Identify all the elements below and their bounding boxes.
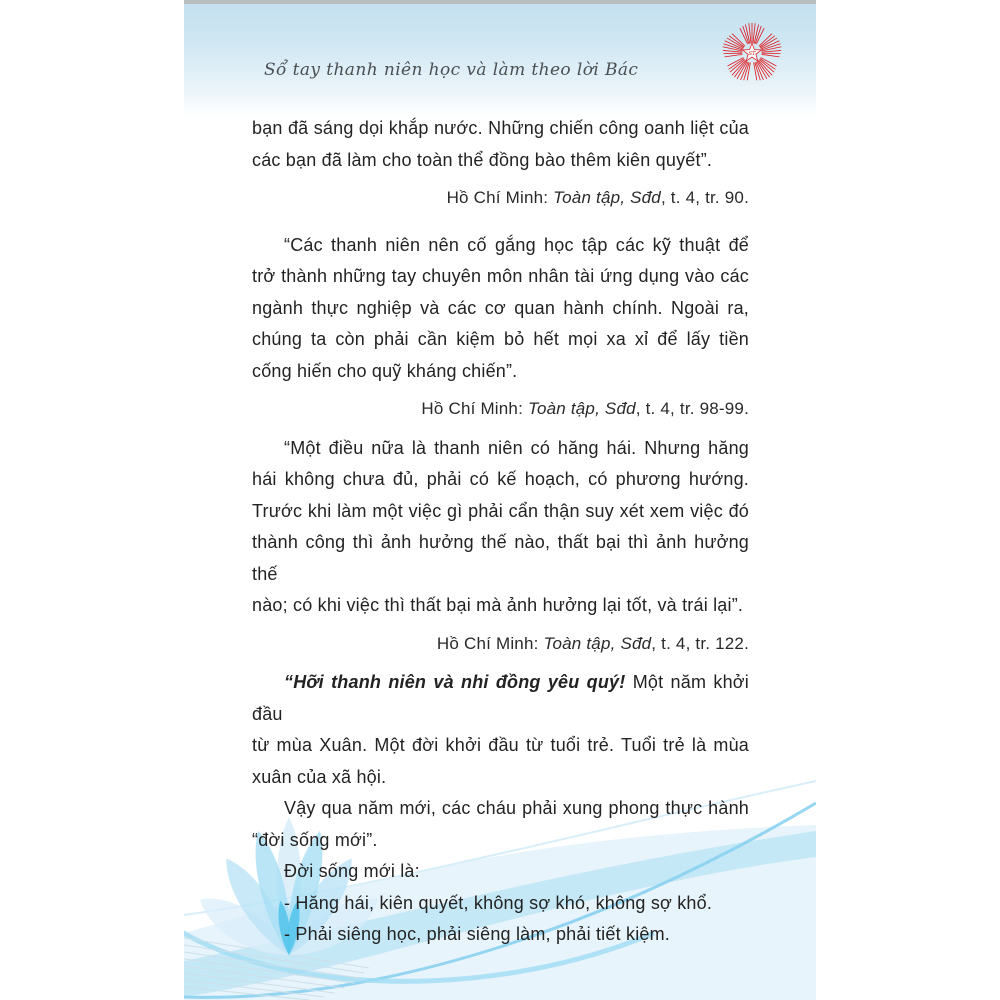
citation-page: , t. 4, tr. 98-99. bbox=[635, 399, 749, 418]
page-top-border bbox=[184, 0, 816, 4]
paragraph-line: các bạn đã làm cho toàn thể đồng bào thêm kiên quyết”. bbox=[252, 149, 713, 170]
paragraph-line bbox=[252, 667, 749, 730]
paragraph-line: thành công thì ảnh hưởng thế nào, thất bại thì ảnh hưởng thế bbox=[252, 532, 749, 584]
paragraph-line: ngành thực nghiệp và các cơ quan hành chính. Ngoài ra, bbox=[252, 297, 749, 318]
list-item-line: - Hăng hái, kiên quyết, không sợ khó, không sợ khổ. bbox=[284, 892, 713, 913]
paragraph-line: trở thành những tay chuyên môn nhân tài ứng dụng vào các bbox=[252, 266, 749, 286]
body-text bbox=[252, 0, 749, 951]
paragraph-line: Vậy qua năm mới, các cháu phải xung phong thực hành bbox=[284, 798, 749, 818]
paragraph-line: bạn đã sáng dọi khắp nước. Những chiến công oanh liệt của bbox=[252, 118, 749, 138]
paragraph-line: Đời sống mới là: bbox=[284, 861, 420, 881]
citation-work: Toàn tập, Sđd bbox=[553, 188, 661, 207]
citation-prefix: Hồ Chí Minh: bbox=[436, 633, 544, 653]
citation-work: Toàn tập, Sđd bbox=[527, 399, 636, 418]
paragraph-line: nào; có khi việc thì thất bại mà ảnh hưởng lại tốt, và trái lại”. bbox=[252, 595, 744, 615]
paragraph-line: Trước khi làm một việc gì phải cẩn thận suy xét xem việc đó bbox=[252, 500, 749, 521]
citation bbox=[252, 393, 749, 425]
paragraph-line: từ mùa Xuân. Một đời khởi đầu từ tuổi trẻ. Tuổi trẻ là mùa bbox=[252, 735, 749, 755]
paragraph-line: xuân của xã hội. bbox=[252, 766, 387, 787]
quote-lead-rest: Một năm khởi đầu bbox=[252, 672, 749, 724]
citation-page: , t. 4, tr. 122. bbox=[651, 633, 749, 653]
paragraph-line: “Các thanh niên nên cố gắng học tập các kỹ thuật để bbox=[284, 234, 749, 255]
citation-prefix: Hồ Chí Minh: bbox=[421, 399, 528, 418]
paragraph-line: chúng ta còn phải cần kiệm bỏ hết mọi xa xỉ để lấy tiền bbox=[252, 329, 749, 349]
page-header-title: Sổ tay thanh niên học và làm theo lời Bác bbox=[264, 60, 639, 80]
paragraph-line: “Một điều nữa là thanh niên có hăng hái. Nhưng hăng bbox=[284, 437, 749, 458]
paragraph-line: “đời sống mới”. bbox=[252, 829, 378, 850]
paragraph-line: cống hiến cho quỹ kháng chiến”. bbox=[252, 360, 518, 381]
citation-page: , t. 4, tr. 90. bbox=[660, 188, 749, 207]
list-item-line: - Phải siêng học, phải siêng làm, phải tiết kiệm. bbox=[284, 924, 670, 944]
emblem-monogram: ST bbox=[748, 50, 756, 57]
citation-work: Toàn tập, Sđd bbox=[543, 633, 652, 653]
citation-prefix: Hồ Chí Minh: bbox=[446, 188, 554, 207]
citation bbox=[252, 628, 749, 660]
citation bbox=[252, 182, 749, 214]
book-page bbox=[184, 0, 816, 1000]
paragraph-line: hái không chưa đủ, phải có kế hoạch, có phương hướng. bbox=[252, 469, 749, 489]
quote-lead-italic: “Hỡi thanh niên và nhi đồng yêu quý! bbox=[284, 672, 626, 692]
